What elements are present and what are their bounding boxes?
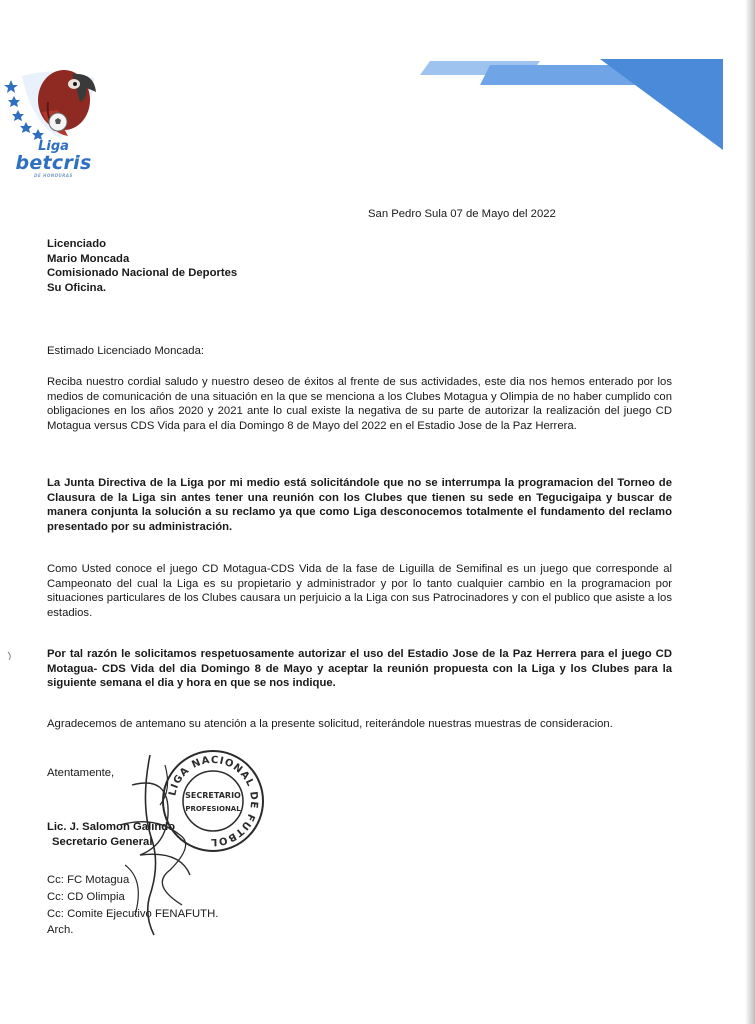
recipient-line: Comisionado Nacional de Deportes <box>47 267 238 280</box>
recipient-line: Licenciado <box>47 238 107 250</box>
logo-liga-text: Liga <box>38 139 69 154</box>
page-edge <box>745 0 755 1024</box>
recipient-block <box>47 237 672 295</box>
cc-item: Cc: CD Olimpia <box>47 890 125 903</box>
logo-subtitle-text: DE HONDURAS <box>34 173 73 178</box>
greeting: Estimado Licenciado Moncada: <box>47 345 204 357</box>
official-stamp <box>160 748 266 854</box>
signer-name: Lic. J. Salomon Galindo <box>47 821 176 833</box>
stamp-ring-text: LIGA NACIONAL DE FUTBOL <box>167 754 260 848</box>
recipient-line: Mario Moncada <box>47 252 130 265</box>
body-paragraph: La Junta Directiva de la Liga por mi medio está solicitándole que no se interrumpa la programacion del Torneo de Clausura de la Liga sin antes tener una reunión con los Clubes que tienen su sede en Tegucigaipa y buscar de manera conjunta la solución a su reclamo ya que como Liga desconocemos totalmente el fundamento del reclamo presentado por su administración. <box>47 477 672 533</box>
signer-title: Secretario General <box>52 836 153 848</box>
logo-wordmark <box>6 140 101 179</box>
body-paragraph: Como Usted conoce el juego CD Motagua-CDS Vida de la fase de Liguilla de Semifinal es un juego que corresponde al Campeonato del cual la Liga es su propietario y administrador y por lo tanto cualquier cambio en la programacion por situaciones particulares de los Clubes causara un perjuicio a la Liga con sus Patrocinadores y con el publico que asiste a los estadios. <box>47 563 672 619</box>
logo-brand-text: betcris <box>15 152 92 174</box>
place-date: San Pedro Sula 07 de Mayo del 2022 <box>368 208 556 220</box>
header-stripes <box>420 55 730 155</box>
closing: Atentamente, <box>47 767 115 779</box>
cc-item: Cc: Comite Ejecutivo FENAFUTH. <box>47 907 219 920</box>
svg-text:LIGA NACIONAL DE FUTBOL <box>167 755 259 847</box>
body-paragraph: Reciba nuestro cordial saludo y nuestro deseo de éxitos al frente de sus actividades, este dia nos hemos enterado por los medios de comunicación de una situación en la que se menciona a los Clubes Motagua y Olimpia de no haber cumplido con obligaciones en los años 2020 y 2021 ante lo cual existe la negativa de su parte de autorizar la realización del juego CD Motagua versus CDS Vida para el dia Domingo 8 de Mayo del 2022 en el Estadio Jose de la Paz Herrera. <box>47 376 672 432</box>
stamp-center-top: SECRETARIO <box>185 791 241 800</box>
body-paragraph: Agradecemos de antemano su atención a la presente solicitud, reiterándole nuestras muestras de consideracion. <box>47 718 613 730</box>
body-paragraph: Por tal razón le solicitamos respetuosamente autorizar el uso del Estadio Jose de la Paz Herrera para el juego CD Motagua- CDS Vida del dia Domingo 8 de Mayo y aceptar la reunión propuesta con la Liga y los Clubes para la siguiente semana el dia y hora en que se nos indique. <box>47 648 672 690</box>
cc-item: Cc: FC Motagua <box>47 874 130 886</box>
cc-item: Arch. <box>47 924 74 937</box>
recipient-line: Su Oficina. <box>47 281 107 294</box>
stamp-center-bottom: PROFESIONAL <box>185 805 241 813</box>
margin-mark <box>6 650 14 662</box>
header-stripe-dark <box>600 59 723 150</box>
